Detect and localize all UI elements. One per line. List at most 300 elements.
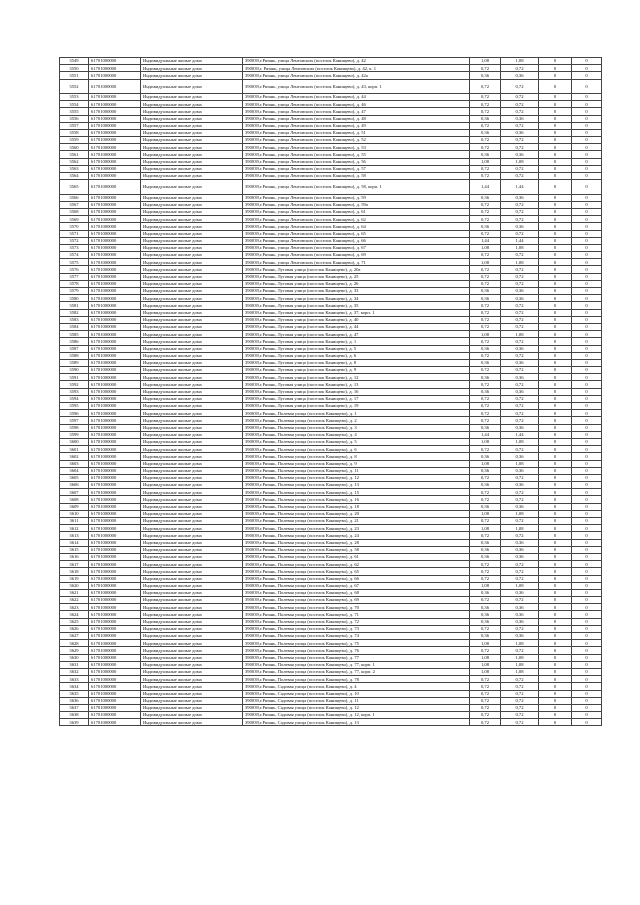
address: 390039,г.Рязань, улица Лентовских (поселок Канищево), д. 48 (243, 115, 470, 122)
value-1: 0,72 (470, 79, 501, 93)
value-3: 0 (539, 359, 572, 366)
building-type: Индивидуальные жилые дома (141, 259, 243, 266)
row-number: 3616 (60, 553, 89, 560)
table-row (60, 122, 602, 129)
address: 390039,г.Рязань, Садовая улица (поселок Канищево), д. 4 (243, 683, 470, 690)
building-type: Индивидуальные жилые дома (141, 712, 243, 719)
row-number: 3579 (60, 288, 89, 295)
value-4: 0 (572, 101, 602, 108)
oktmo-code: 61701000000 (89, 316, 141, 323)
value-4: 0 (572, 532, 602, 539)
value-3: 0 (539, 568, 572, 575)
row-number: 3574 (60, 252, 89, 259)
oktmo-code: 61701000000 (89, 438, 141, 445)
value-1: 1,08 (470, 460, 501, 467)
building-type: Индивидуальные жилые дома (141, 474, 243, 481)
value-2: 0,72 (501, 719, 539, 726)
value-2: 0,72 (501, 381, 539, 388)
building-type: Индивидуальные жилые дома (141, 395, 243, 402)
oktmo-code: 61701000000 (89, 431, 141, 438)
value-1: 0,72 (470, 280, 501, 287)
value-4: 0 (572, 223, 602, 230)
value-4: 0 (572, 417, 602, 424)
value-2: 0,72 (501, 532, 539, 539)
value-1: 0,36 (470, 359, 501, 366)
value-1: 1,44 (470, 180, 501, 194)
row-number: 3613 (60, 532, 89, 539)
value-4: 0 (572, 438, 602, 445)
oktmo-code: 61701000000 (89, 546, 141, 553)
building-type: Индивидуальные жилые дома (141, 316, 243, 323)
address: 390039,г.Рязань, Полевая улица (поселок Канищево), д. 66 (243, 575, 470, 582)
address: 390039,г.Рязань, Полевая улица (поселок Канищево), д. 58 (243, 546, 470, 553)
value-4: 0 (572, 395, 602, 402)
value-1: 0,72 (470, 712, 501, 719)
value-3: 0 (539, 467, 572, 474)
value-3: 0 (539, 546, 572, 553)
value-1: 0,72 (470, 532, 501, 539)
address: 390039,г.Рязань, Полевая улица (поселок Канищево), д. 71 (243, 611, 470, 618)
oktmo-code: 61701000000 (89, 395, 141, 402)
building-type: Индивидуальные жилые дома (141, 367, 243, 374)
value-2: 0,72 (501, 597, 539, 604)
building-type: Индивидуальные жилые дома (141, 647, 243, 654)
address: 390039,г.Рязань, улица Лентовских (поселок Канищево), д. 58 (243, 173, 470, 180)
value-2: 0,36 (501, 633, 539, 640)
building-type: Индивидуальные жилые дома (141, 173, 243, 180)
row-number: 3566 (60, 194, 89, 201)
value-2: 0,72 (501, 403, 539, 410)
value-4: 0 (572, 640, 602, 647)
oktmo-code: 61701000000 (89, 704, 141, 711)
address: 390039,г.Рязань, Луговая улица (поселок Канищево), д. 25 (243, 273, 470, 280)
value-1: 0,36 (470, 553, 501, 560)
oktmo-code: 61701000000 (89, 611, 141, 618)
table-row (60, 503, 602, 510)
oktmo-code: 61701000000 (89, 453, 141, 460)
row-number: 3620 (60, 582, 89, 589)
building-type: Индивидуальные жилые дома (141, 237, 243, 244)
value-1: 0,36 (470, 223, 501, 230)
oktmo-code: 61701000000 (89, 510, 141, 517)
address: 390039,г.Рязань, Полевая улица (поселок Канищево), д. 24 (243, 532, 470, 539)
value-1: 1,08 (470, 510, 501, 517)
value-1: 0,72 (470, 417, 501, 424)
building-type: Индивидуальные жилые дома (141, 503, 243, 510)
table-row (60, 230, 602, 237)
row-number: 3630 (60, 654, 89, 661)
address: 390039,г.Рязань, улица Лентовских (поселок Канищево), д. 69 (243, 252, 470, 259)
value-4: 0 (572, 309, 602, 316)
building-type: Индивидуальные жилые дома (141, 431, 243, 438)
row-number: 3638 (60, 712, 89, 719)
oktmo-code: 61701000000 (89, 180, 141, 194)
table-row (60, 288, 602, 295)
row-number: 3635 (60, 690, 89, 697)
value-3: 0 (539, 683, 572, 690)
table-row (60, 309, 602, 316)
address: 390039,г.Рязань, Полевая улица (поселок Канищево), д. 62 (243, 561, 470, 568)
value-2: 0,36 (501, 539, 539, 546)
building-type: Индивидуальные жилые дома (141, 230, 243, 237)
oktmo-code: 61701000000 (89, 345, 141, 352)
value-4: 0 (572, 690, 602, 697)
value-2: 0,72 (501, 108, 539, 115)
value-4: 0 (572, 72, 602, 79)
value-4: 0 (572, 208, 602, 215)
value-3: 0 (539, 237, 572, 244)
value-1: 1,08 (470, 58, 501, 65)
value-3: 0 (539, 611, 572, 618)
building-type: Индивидуальные жилые дома (141, 403, 243, 410)
building-type: Индивидуальные жилые дома (141, 611, 243, 618)
table-row (60, 359, 602, 366)
building-type: Индивидуальные жилые дома (141, 604, 243, 611)
value-4: 0 (572, 489, 602, 496)
value-1: 0,36 (470, 194, 501, 201)
oktmo-code: 61701000000 (89, 661, 141, 668)
row-number: 3623 (60, 604, 89, 611)
value-3: 0 (539, 510, 572, 517)
oktmo-code: 61701000000 (89, 410, 141, 417)
address: 390039,г.Рязань, улица Лентовских (поселок Канищево), д. 59а (243, 201, 470, 208)
value-4: 0 (572, 697, 602, 704)
table-row (60, 474, 602, 481)
address: 390039,г.Рязань, Полевая улица (поселок Канищево), д. 13 (243, 482, 470, 489)
table-row (60, 496, 602, 503)
value-3: 0 (539, 553, 572, 560)
building-type: Индивидуальные жилые дома (141, 525, 243, 532)
value-4: 0 (572, 676, 602, 683)
address: 390039,г.Рязань, Луговая улица (поселок Канищево), д. 19 (243, 403, 470, 410)
row-number: 3626 (60, 625, 89, 632)
oktmo-code: 61701000000 (89, 93, 141, 100)
value-1: 0,72 (470, 561, 501, 568)
value-3: 0 (539, 151, 572, 158)
oktmo-code: 61701000000 (89, 424, 141, 431)
building-type: Индивидуальные жилые дома (141, 704, 243, 711)
address: 390039,г.Рязань, Полевая улица (поселок Канищево), д. 6 (243, 446, 470, 453)
value-2: 1,08 (501, 510, 539, 517)
value-1: 0,72 (470, 173, 501, 180)
row-number: 3558 (60, 129, 89, 136)
value-1: 0,36 (470, 424, 501, 431)
building-type: Индивидуальные жилые дома (141, 208, 243, 215)
value-3: 0 (539, 129, 572, 136)
oktmo-code: 61701000000 (89, 273, 141, 280)
table-row (60, 381, 602, 388)
value-1: 0,72 (470, 252, 501, 259)
value-2: 0,36 (501, 151, 539, 158)
value-1: 0,36 (470, 604, 501, 611)
building-type: Индивидуальные жилые дома (141, 410, 243, 417)
oktmo-code: 61701000000 (89, 295, 141, 302)
oktmo-code: 61701000000 (89, 115, 141, 122)
table-row (60, 403, 602, 410)
row-number: 3590 (60, 367, 89, 374)
table-row (60, 719, 602, 726)
building-type: Индивидуальные жилые дома (141, 331, 243, 338)
value-1: 0,72 (470, 625, 501, 632)
row-number: 3625 (60, 618, 89, 625)
value-3: 0 (539, 194, 572, 201)
value-4: 0 (572, 668, 602, 675)
address: 390039,г.Рязань, Луговая улица (поселок Канищево), д. 37, корп. 1 (243, 309, 470, 316)
table-row (60, 395, 602, 402)
oktmo-code: 61701000000 (89, 712, 141, 719)
address: 390039,г.Рязань, Полевая улица (поселок Канищево), д. 67 (243, 582, 470, 589)
table-row (60, 625, 602, 632)
value-3: 0 (539, 496, 572, 503)
value-1: 0,36 (470, 288, 501, 295)
address: 390039,г.Рязань, Полевая улица (поселок Канищево), д. 70 (243, 604, 470, 611)
value-3: 0 (539, 395, 572, 402)
oktmo-code: 61701000000 (89, 381, 141, 388)
table-row (60, 208, 602, 215)
row-number: 3565 (60, 180, 89, 194)
value-1: 0,72 (470, 93, 501, 100)
building-type: Индивидуальные жилые дома (141, 359, 243, 366)
value-2: 0,36 (501, 604, 539, 611)
table-row (60, 431, 602, 438)
table-row (60, 661, 602, 668)
value-1: 1,08 (470, 654, 501, 661)
table-row (60, 280, 602, 287)
row-number: 3636 (60, 697, 89, 704)
value-3: 0 (539, 589, 572, 596)
value-1: 1,08 (470, 640, 501, 647)
value-4: 0 (572, 510, 602, 517)
address: 390039,г.Рязань, Луговая улица (поселок Канищево), д. 9 (243, 367, 470, 374)
oktmo-code: 61701000000 (89, 561, 141, 568)
building-type: Индивидуальные жилые дома (141, 280, 243, 287)
value-1: 1,08 (470, 668, 501, 675)
table-row (60, 79, 602, 93)
row-number: 3609 (60, 503, 89, 510)
table-row (60, 704, 602, 711)
value-1: 0,36 (470, 453, 501, 460)
building-type: Индивидуальные жилые дома (141, 589, 243, 596)
value-4: 0 (572, 295, 602, 302)
row-number: 3576 (60, 266, 89, 273)
value-1: 0,36 (470, 388, 501, 395)
oktmo-code: 61701000000 (89, 158, 141, 165)
value-3: 0 (539, 266, 572, 273)
value-1: 0,72 (470, 474, 501, 481)
address: 390039,г.Рязань, Полевая улица (поселок Канищево), д. 78 (243, 676, 470, 683)
value-4: 0 (572, 108, 602, 115)
value-4: 0 (572, 496, 602, 503)
value-2: 0,36 (501, 482, 539, 489)
building-type: Индивидуальные жилые дома (141, 72, 243, 79)
value-1: 0,72 (470, 273, 501, 280)
value-3: 0 (539, 647, 572, 654)
row-number: 3555 (60, 108, 89, 115)
value-1: 0,72 (470, 489, 501, 496)
row-number: 3594 (60, 395, 89, 402)
address: 390039,г.Рязань, Полевая улица (поселок Канищево), д. 72 (243, 618, 470, 625)
value-3: 0 (539, 93, 572, 100)
value-4: 0 (572, 194, 602, 201)
row-number: 3604 (60, 467, 89, 474)
row-number: 3627 (60, 633, 89, 640)
oktmo-code: 61701000000 (89, 144, 141, 151)
address: 390039,г.Рязань, Полевая улица (поселок Канищево), д. 69 (243, 597, 470, 604)
value-2: 1,08 (501, 460, 539, 467)
row-number: 3603 (60, 460, 89, 467)
value-1: 0,72 (470, 65, 501, 72)
value-2: 1,44 (501, 237, 539, 244)
table-row (60, 173, 602, 180)
value-1: 0,72 (470, 597, 501, 604)
value-4: 0 (572, 467, 602, 474)
address: 390039,г.Рязань, Луговая улица (поселок Канищево), д. 20а (243, 266, 470, 273)
oktmo-code: 61701000000 (89, 137, 141, 144)
value-2: 0,36 (501, 618, 539, 625)
document-table-page (59, 57, 601, 726)
row-number: 3580 (60, 295, 89, 302)
building-type: Индивидуальные жилые дома (141, 424, 243, 431)
address: 390039,г.Рязань, улица Лентовских (поселок Канищево), д. 67 (243, 244, 470, 251)
value-4: 0 (572, 561, 602, 568)
building-type: Индивидуальные жилые дома (141, 518, 243, 525)
value-3: 0 (539, 597, 572, 604)
value-3: 0 (539, 115, 572, 122)
oktmo-code: 61701000000 (89, 259, 141, 266)
table-row (60, 489, 602, 496)
table-row (60, 194, 602, 201)
value-1: 0,36 (470, 72, 501, 79)
value-1: 0,72 (470, 230, 501, 237)
table-row (60, 151, 602, 158)
value-4: 0 (572, 618, 602, 625)
value-2: 0,72 (501, 302, 539, 309)
table-row (60, 683, 602, 690)
oktmo-code: 61701000000 (89, 417, 141, 424)
value-2: 0,72 (501, 137, 539, 144)
building-type: Индивидуальные жилые дома (141, 697, 243, 704)
value-2: 0,72 (501, 144, 539, 151)
value-4: 0 (572, 180, 602, 194)
value-1: 0,72 (470, 381, 501, 388)
oktmo-code: 61701000000 (89, 496, 141, 503)
value-2: 0,72 (501, 79, 539, 93)
oktmo-code: 61701000000 (89, 474, 141, 481)
value-4: 0 (572, 93, 602, 100)
value-2: 1,08 (501, 158, 539, 165)
address: 390039,г.Рязань, Полевая улица (поселок Канищево), д. 28 (243, 539, 470, 546)
row-number: 3619 (60, 575, 89, 582)
oktmo-code: 61701000000 (89, 288, 141, 295)
value-4: 0 (572, 446, 602, 453)
building-type: Индивидуальные жилые дома (141, 510, 243, 517)
row-number: 3637 (60, 704, 89, 711)
value-1: 0,36 (470, 374, 501, 381)
address: 390039,г. Рязань, улица Лентовских (поселок Канищево), д. 42, к. 1 (243, 65, 470, 72)
value-3: 0 (539, 144, 572, 151)
value-2: 0,72 (501, 280, 539, 287)
table-row (60, 518, 602, 525)
address: 390039,г.Рязань, Луговая улица (поселок Канищево), д. 33 (243, 288, 470, 295)
address: 390039,г.Рязань, улица Лентовских (поселок Канищево), д. 46 (243, 101, 470, 108)
row-number: 3581 (60, 302, 89, 309)
value-2: 0,72 (501, 417, 539, 424)
table-body (60, 58, 602, 726)
oktmo-code: 61701000000 (89, 72, 141, 79)
oktmo-code: 61701000000 (89, 108, 141, 115)
row-number: 3633 (60, 676, 89, 683)
oktmo-code: 61701000000 (89, 252, 141, 259)
value-3: 0 (539, 201, 572, 208)
building-type: Индивидуальные жилые дома (141, 661, 243, 668)
value-2: 0,36 (501, 345, 539, 352)
table-row (60, 417, 602, 424)
value-4: 0 (572, 367, 602, 374)
value-2: 1,08 (501, 640, 539, 647)
building-type: Индивидуальные жилые дома (141, 719, 243, 726)
building-type: Индивидуальные жилые дома (141, 683, 243, 690)
building-type: Индивидуальные жилые дома (141, 417, 243, 424)
row-number: 3582 (60, 309, 89, 316)
address: 390039,г.Рязань, Луговая улица (поселок Канищево), д. 8 (243, 359, 470, 366)
table-row (60, 302, 602, 309)
row-number: 3634 (60, 683, 89, 690)
value-4: 0 (572, 323, 602, 330)
value-1: 0,72 (470, 676, 501, 683)
building-type: Индивидуальные жилые дома (141, 302, 243, 309)
building-type: Индивидуальные жилые дома (141, 137, 243, 144)
oktmo-code: 61701000000 (89, 676, 141, 683)
table-row (60, 561, 602, 568)
value-1: 0,72 (470, 352, 501, 359)
address: 390039,г.Рязань, улица Лентовских (поселок Канищево), д. 44 (243, 93, 470, 100)
value-3: 0 (539, 704, 572, 711)
table-row (60, 446, 602, 453)
value-4: 0 (572, 122, 602, 129)
table-row (60, 539, 602, 546)
value-3: 0 (539, 518, 572, 525)
value-2: 0,72 (501, 367, 539, 374)
value-3: 0 (539, 618, 572, 625)
building-type: Индивидуальные жилые дома (141, 539, 243, 546)
table-row (60, 129, 602, 136)
oktmo-code: 61701000000 (89, 460, 141, 467)
row-number: 3587 (60, 345, 89, 352)
building-type: Индивидуальные жилые дома (141, 295, 243, 302)
row-number: 3584 (60, 323, 89, 330)
address: 390039,г.Рязань, Полевая улица (поселок Канищево), д. 1 (243, 410, 470, 417)
value-4: 0 (572, 288, 602, 295)
value-1: 1,08 (470, 661, 501, 668)
value-1: 0,72 (470, 575, 501, 582)
value-3: 0 (539, 338, 572, 345)
value-2: 0,72 (501, 309, 539, 316)
value-3: 0 (539, 431, 572, 438)
address: 390039,г.Рязань, Полевая улица (поселок Канищево), д. 11 (243, 467, 470, 474)
value-2: 0,36 (501, 295, 539, 302)
building-type: Индивидуальные жилые дома (141, 108, 243, 115)
address: 390039,г.Рязань, Луговая улица (поселок Канищево), д. 26 (243, 280, 470, 287)
address: 390039,г.Рязань, Луговая улица (поселок Канищево), д. 34 (243, 295, 470, 302)
address: 390039,г.Рязань, Полевая улица (поселок Канищево), д. 4 (243, 431, 470, 438)
table-row (60, 589, 602, 596)
value-4: 0 (572, 625, 602, 632)
row-number: 3568 (60, 208, 89, 215)
value-4: 0 (572, 173, 602, 180)
address: 390039,г.Рязань, Полевая улица (поселок Канищево), д. 61 (243, 553, 470, 560)
oktmo-code: 61701000000 (89, 532, 141, 539)
value-4: 0 (572, 79, 602, 93)
